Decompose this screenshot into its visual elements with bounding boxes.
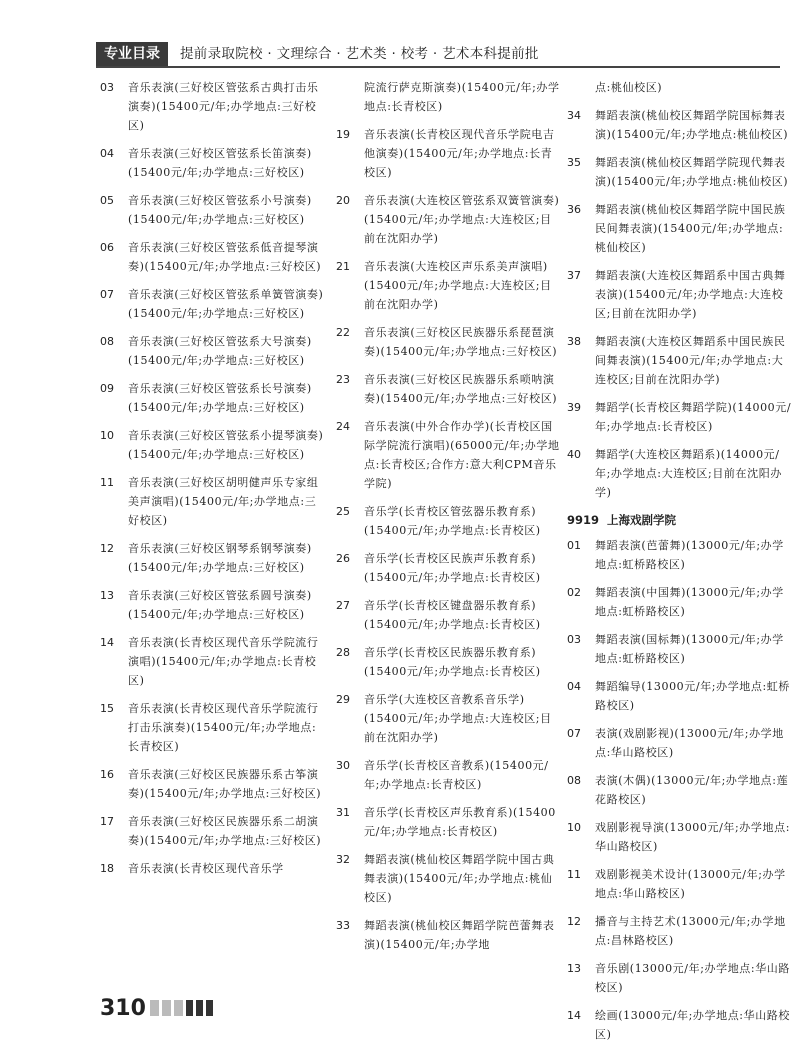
program-number: 33 [336,919,350,932]
program-entry [336,803,561,841]
section-tag: 专业目录 [96,42,168,66]
program-description: 音乐表演(三好校区钢琴系钢琴演奏)(15400元/年;办学地点:三好校区) [128,542,312,574]
program-number: 39 [567,401,581,414]
program-number: 09 [100,382,114,395]
program-description: 表演(戏剧影视)(13000元/年;办学地点:华山路校区) [595,727,784,759]
program-description: 舞蹈学(长青校区舞蹈学院)(14000元/年;办学地点:长青校区) [595,401,792,433]
program-number [567,78,595,97]
program-entry [100,78,325,135]
program-number: 15 [100,702,114,715]
program-entry [100,379,325,417]
program-number: 14 [567,1009,581,1022]
program-description: 音乐表演(三好校区管弦系长笛演奏)(15400元/年;办学地点:三好校区) [128,147,312,179]
program-description: 音乐表演(长青校区现代音乐学院流行演唱)(15400元/年;办学地点:长青校区) [128,636,319,687]
program-description: 舞蹈表演(芭蕾舞)(13000元/年;办学地点:虹桥路校区) [595,539,784,571]
program-entry [100,144,325,182]
program-description: 音乐学(长青校区键盘器乐教育系)(15400元/年;办学地点:长青校区) [364,599,541,631]
program-description: 音乐表演(三好校区民族器乐系二胡演奏)(15400元/年;办学地点:三好校区) [128,815,322,847]
program-number: 06 [100,241,114,254]
program-description: 点:桃仙校区) [595,81,663,94]
program-description: 舞蹈表演(大连校区舞蹈系中国古典舞表演)(15400元/年;办学地点:大连校区;目前在沈阳办学) [595,269,786,320]
program-number: 35 [567,156,581,169]
program-description: 舞蹈表演(桃仙校区舞蹈学院国标舞表演)(15400元/年;办学地点:桃仙校区) [595,109,789,141]
program-number: 04 [567,680,581,693]
program-entry [100,285,325,323]
program-number: 11 [100,476,114,489]
program-entry [336,191,561,248]
program-entry [336,78,561,116]
program-description: 音乐表演(三好校区管弦系长号演奏)(15400元/年;办学地点:三好校区) [128,382,312,414]
program-entry [567,630,792,668]
program-number: 32 [336,853,350,866]
program-entry [100,238,325,276]
program-description: 音乐剧(13000元/年;办学地点:华山路校区) [595,962,791,994]
program-number: 37 [567,269,581,282]
program-description: 音乐学(长青校区声乐教育系)(15400元/年;办学地点:长青校区) [364,806,556,838]
program-number: 18 [100,862,114,875]
program-description: 音乐表演(三好校区管弦系小号演奏)(15400元/年;办学地点:三好校区) [128,194,312,226]
program-number: 34 [567,109,581,122]
program-number: 03 [567,633,581,646]
program-number: 28 [336,646,350,659]
program-description: 音乐表演(长青校区现代音乐学院流行打击乐演奏)(15400元/年;办学地点:长青校区) [128,702,319,753]
program-description: 音乐表演(三好校区管弦系单簧管演奏)(15400元/年;办学地点:三好校区) [128,288,324,320]
program-description: 舞蹈学(大连校区舞蹈系)(14000元/年;办学地点:大连校区;目前在沈阳办学) [595,448,782,499]
program-description: 舞蹈表演(桃仙校区舞蹈学院现代舞表演)(15400元/年;办学地点:桃仙校区) [595,156,789,188]
program-entry [567,266,792,323]
program-entry [336,257,561,314]
program-entry [567,200,792,257]
program-entry [100,332,325,370]
program-description: 戏剧影视导演(13000元/年;办学地点:华山路校区) [595,821,791,853]
program-number: 19 [336,128,350,141]
school-name: 上海戏剧学院 [607,513,677,527]
program-description: 舞蹈表演(国标舞)(13000元/年;办学地点:虹桥路校区) [595,633,784,665]
program-description: 音乐表演(三好校区管弦系低音提琴演奏)(15400元/年;办学地点:三好校区) [128,241,322,273]
program-entry [100,426,325,464]
program-number: 36 [567,203,581,216]
program-description: 音乐表演(长青校区现代音乐学院电吉他演奏)(15400元/年;办学地点:长青校区) [364,128,555,179]
program-entry [100,539,325,577]
program-entry [336,549,561,587]
program-entry [100,699,325,756]
program-description: 音乐表演(三好校区管弦系小提琴演奏)(15400元/年;办学地点:三好校区) [128,429,324,461]
program-number: 10 [567,821,581,834]
program-number: 20 [336,194,350,207]
program-entry [567,106,792,144]
program-entry [567,865,792,903]
program-entry [336,596,561,634]
program-number: 30 [336,759,350,772]
program-description: 音乐学(长青校区管弦器乐教育系)(15400元/年;办学地点:长青校区) [364,505,541,537]
program-number: 23 [336,373,350,386]
program-description: 音乐表演(大连校区管弦系双簧管演奏)(15400元/年;办学地点:大连校区;目前在沈阳办学) [364,194,560,245]
program-description: 音乐学(大连校区音教系音乐学)(15400元/年;办学地点:大连校区;目前在沈阳办学) [364,693,552,744]
program-description: 表演(木偶)(13000元/年;办学地点:莲花路校区) [595,774,789,806]
program-number: 08 [567,774,581,787]
program-number: 21 [336,260,350,273]
program-description: 绘画(13000元/年;办学地点:华山路校区) [595,1009,791,1041]
program-entry [567,445,792,502]
header-title: 提前录取院校 · 文理综合 · 艺术类 · 校考 · 艺术本科提前批 [180,46,539,62]
page-number: 310 [100,996,146,1021]
program-description: 戏剧影视美术设计(13000元/年;办学地点:华山路校区) [595,868,786,900]
program-entry [336,417,561,493]
program-entry [567,332,792,389]
program-description: 音乐表演(三好校区胡明健声乐专家组美声演唱)(15400元/年;办学地点:三好校区) [128,476,319,527]
program-entry [336,323,561,361]
program-number: 12 [100,542,114,555]
program-description: 音乐表演(三好校区管弦系大号演奏)(15400元/年;办学地点:三好校区) [128,335,312,367]
program-entry [336,643,561,681]
program-description: 音乐表演(三好校区管弦系圆号演奏)(15400元/年;办学地点:三好校区) [128,589,312,621]
program-description: 舞蹈表演(中国舞)(13000元/年;办学地点:虹桥路校区) [595,586,784,618]
program-entry [100,473,325,530]
page-decoration-bars [150,1000,213,1016]
program-entry [100,859,325,878]
program-entry [567,912,792,950]
program-entry [567,959,792,997]
program-entry [100,586,325,624]
program-description: 舞蹈表演(桃仙校区舞蹈学院中国古典舞表演)(15400元/年;办学地点:桃仙校区) [364,853,555,904]
program-number: 02 [567,586,581,599]
program-number: 14 [100,636,114,649]
program-entry [336,370,561,408]
program-description: 舞蹈表演(桃仙校区舞蹈学院芭蕾舞表演)(15400元/年;办学地 [364,919,555,951]
program-number: 08 [100,335,114,348]
program-number: 27 [336,599,350,612]
program-number: 03 [100,81,114,94]
program-number: 13 [567,962,581,975]
program-number: 04 [100,147,114,160]
program-description: 音乐表演(三好校区民族器乐系唢呐演奏)(15400元/年;办学地点:三好校区) [364,373,558,405]
program-description: 院流行萨克斯演奏)(15400元/年;办学地点:长青校区) [364,81,560,113]
program-entry [336,502,561,540]
page-header [96,42,780,68]
program-number: 16 [100,768,114,781]
program-description: 音乐表演(中外合作办学)(长青校区国际学院流行演唱)(65000元/年;办学地点:长青校区;合作方:意大利CPM音乐学院) [364,420,560,490]
program-entry [567,583,792,621]
column-1 [100,78,325,887]
program-number: 40 [567,448,581,461]
program-number: 01 [567,539,581,552]
program-entry [567,724,792,762]
program-number: 07 [100,288,114,301]
program-entry [567,818,792,856]
program-entry [336,850,561,907]
program-entry [567,78,792,97]
program-description: 舞蹈表演(大连校区舞蹈系中国民族民间舞表演)(15400元/年;办学地点:大连校区;目前在沈阳办学) [595,335,786,386]
program-entry [100,765,325,803]
program-number: 26 [336,552,350,565]
program-description: 音乐表演(大连校区声乐系美声演唱)(15400元/年;办学地点:大连校区;目前在沈阳办学) [364,260,552,311]
program-entry [100,812,325,850]
program-number: 22 [336,326,350,339]
program-description: 音乐学(长青校区民族声乐教育系)(15400元/年;办学地点:长青校区) [364,552,541,584]
column-2 [336,78,561,963]
program-entry [567,536,792,574]
program-number [336,78,364,116]
school-code: 9919 [567,513,600,527]
program-number: 17 [100,815,114,828]
program-entry [567,398,792,436]
program-entry [336,916,561,954]
program-description: 舞蹈表演(桃仙校区舞蹈学院中国民族民间舞表演)(15400元/年;办学地点:桃仙校区) [595,203,786,254]
program-description: 音乐表演(三好校区民族器乐系古筝演奏)(15400元/年;办学地点:三好校区) [128,768,322,800]
program-description: 音乐表演(三好校区管弦系古典打击乐演奏)(15400元/年;办学地点:三好校区) [128,81,319,132]
program-entry [567,1006,792,1044]
program-number: 05 [100,194,114,207]
program-entry [567,153,792,191]
program-number: 10 [100,429,114,442]
program-entry [336,125,561,182]
program-description: 舞蹈编导(13000元/年;办学地点:虹桥路校区) [595,680,791,712]
program-entry [567,771,792,809]
program-description: 音乐学(长青校区音教系)(15400元/年;办学地点:长青校区) [364,759,549,791]
program-entry [100,191,325,229]
program-entry [336,690,561,747]
program-entry [100,633,325,690]
program-description: 音乐学(长青校区民族器乐教育系)(15400元/年;办学地点:长青校区) [364,646,541,678]
program-number: 13 [100,589,114,602]
program-number: 31 [336,806,350,819]
program-number: 07 [567,727,581,740]
program-entry [567,677,792,715]
program-number: 24 [336,420,350,433]
column-3 [567,78,792,1053]
program-description: 播音与主持艺术(13000元/年;办学地点:昌林路校区) [595,915,786,947]
program-description: 音乐表演(长青校区现代音乐学 [128,862,284,875]
program-number: 12 [567,915,581,928]
school-heading [567,511,792,530]
program-number: 38 [567,335,581,348]
program-number: 29 [336,693,350,706]
program-description: 音乐表演(三好校区民族器乐系琵琶演奏)(15400元/年;办学地点:三好校区) [364,326,558,358]
program-number: 11 [567,868,581,881]
program-entry [336,756,561,794]
program-number: 25 [336,505,350,518]
